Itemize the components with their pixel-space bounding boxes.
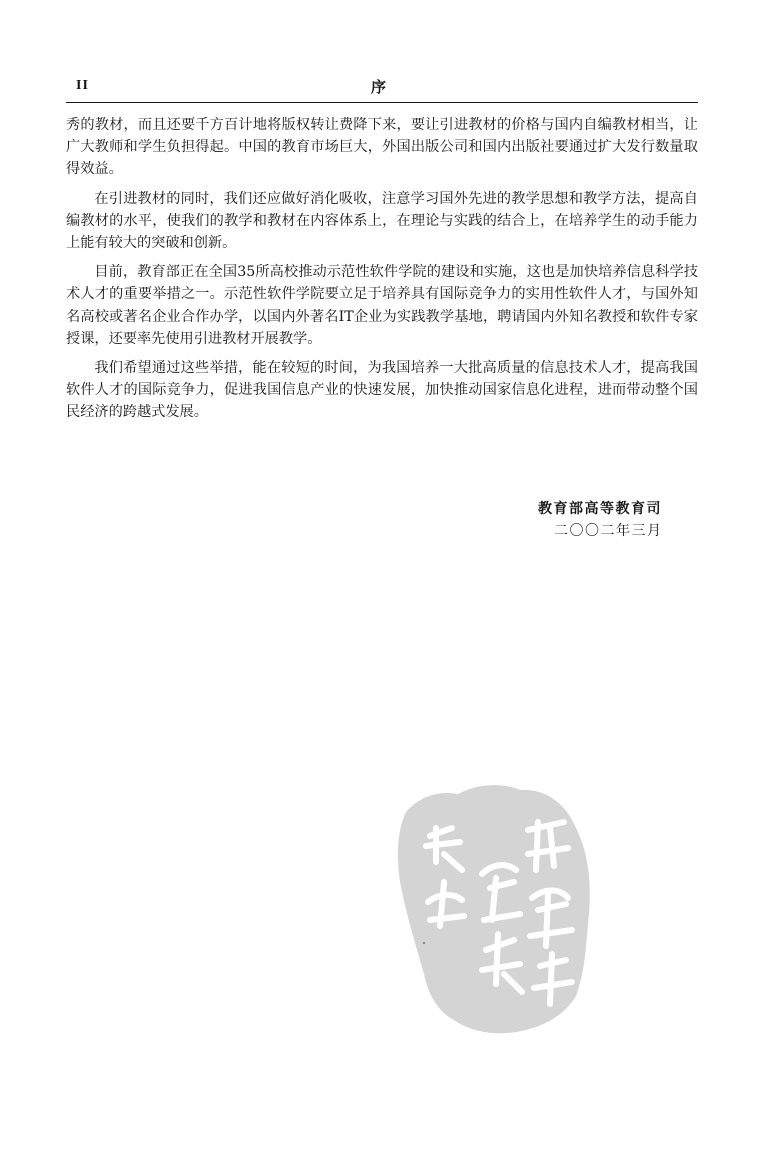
print-speck bbox=[423, 942, 425, 944]
paragraph-4: 我们希望通过这些举措，能在较短的时间，为我国培养一大批高质量的信息技术人才，提高我国软件人才的国际竞争力，促进我国信息产业的快速发展，加快推动国家信息化进程，进而带动整个国民经济的跨越式发展。 bbox=[66, 360, 698, 421]
page-header bbox=[66, 76, 698, 102]
page-number: II bbox=[76, 78, 89, 93]
signature-date: 二〇〇二年三月 bbox=[554, 523, 663, 539]
paragraph-2: 在引进教材的同时，我们还应做好消化吸收，注意学习国外先进的教学思想和教学方法，提高自编教材的水平，使我们的教学和教材在内容体系上，在理论与实践的结合上，在培养学生的动手能力上能有较大的突破和创新。 bbox=[66, 190, 698, 252]
paragraph-3: 目前，教育部正在全国35所高校推动示范性软件学院的建设和实施，这也是加快培养信息科学技术人才的重要举措之一。示范性软件学院要立足于培养具有国际竞争力的实用性软件人才，与国外知名高校或著名企业合作办学，以国内外著名IT企业为实践教学基地，聘请国内外知名教授和软件专家授课，还要率先使用引进教材开展教学。 bbox=[66, 264, 698, 347]
seal-stamp bbox=[378, 770, 618, 1040]
header-rule bbox=[66, 102, 698, 103]
body-text bbox=[66, 114, 698, 424]
signature-department: 教育部高等教育司 bbox=[538, 501, 662, 517]
running-head: 序 bbox=[371, 78, 387, 96]
paragraph-1: 秀的教材，而且还要千方百计地将版权转让费降下来，要让引进教材的价格与国内自编教材相当，让广大教师和学生负担得起。中国的教育市场巨大，外国出版公司和国内出版社要通过扩大发行数量取得效益。 bbox=[66, 117, 698, 178]
